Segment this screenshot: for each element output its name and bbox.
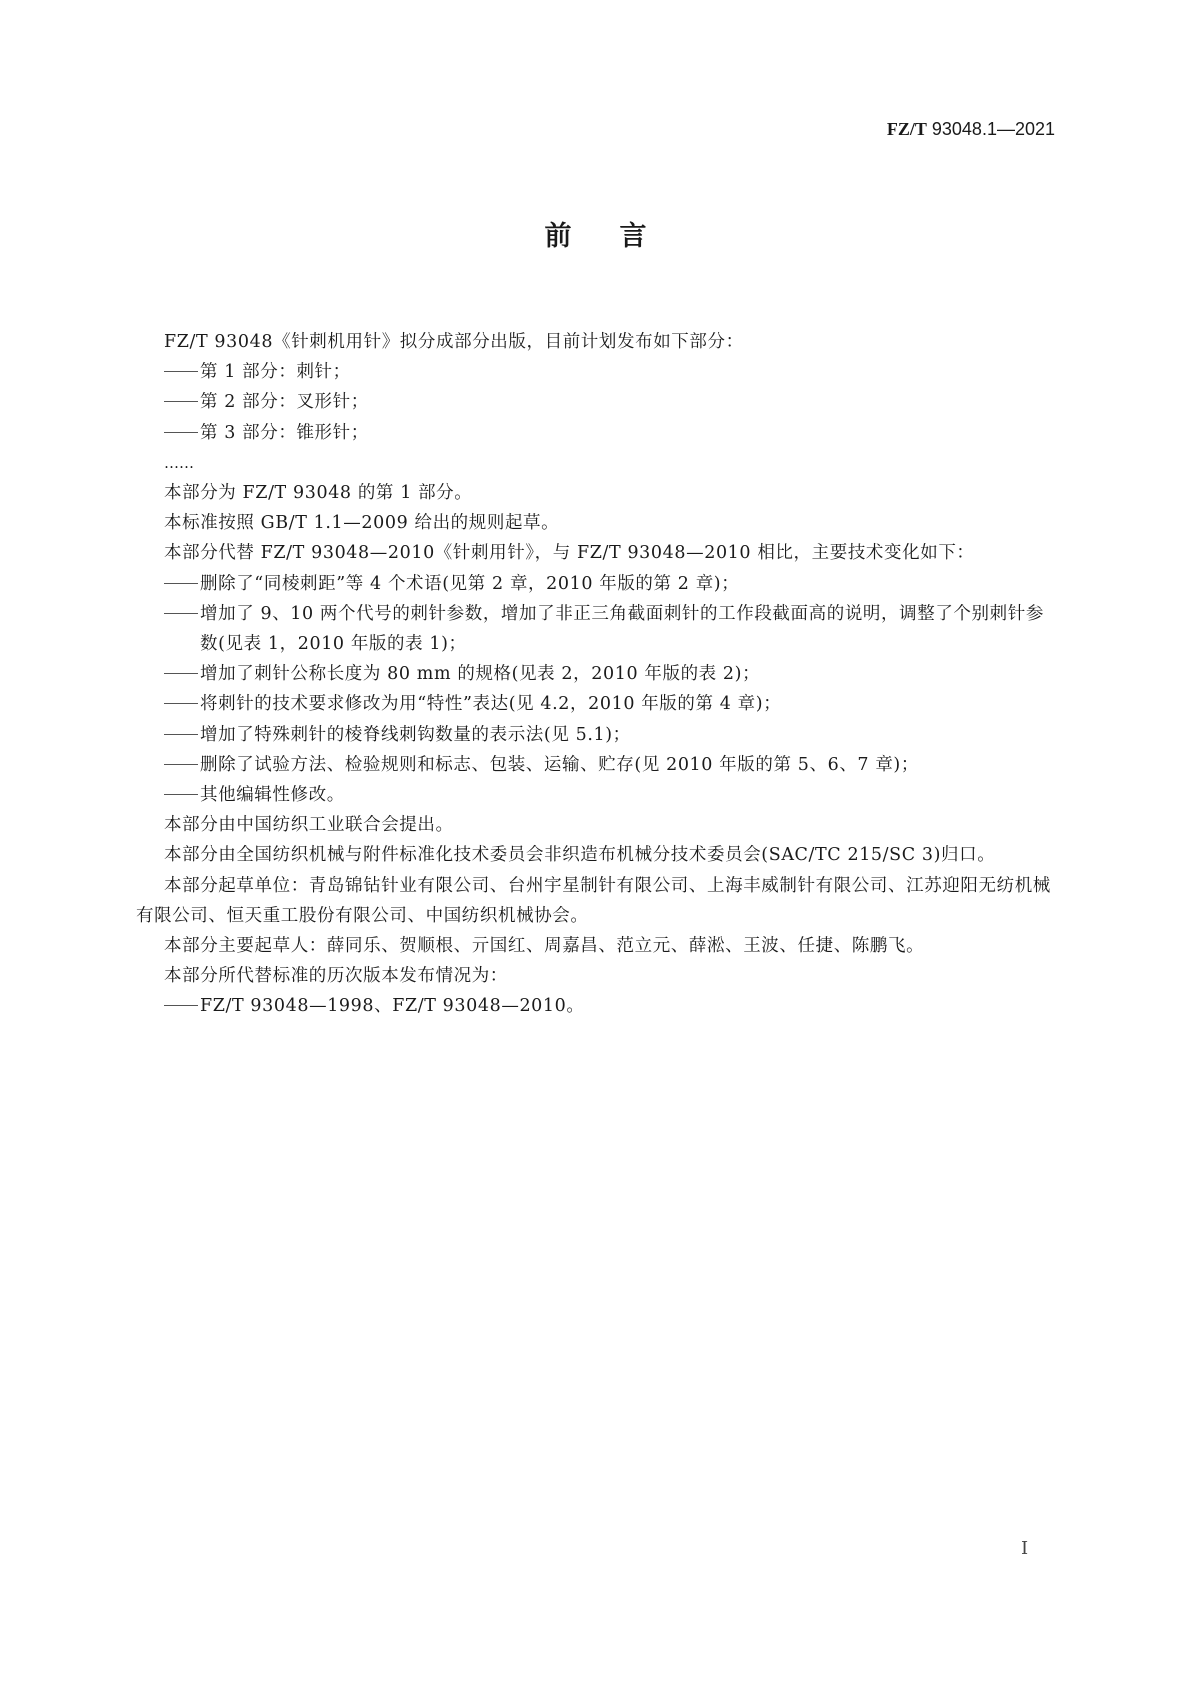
part-list-item: 第 2 部分：叉形针； — [136, 387, 1056, 417]
page-title: 前言 — [544, 221, 695, 252]
change-list-item: 删除了试验方法、检验规则和标志、包装、运输、贮存(见 2010 年版的第 5、6、7 章)； — [136, 750, 1056, 780]
intro-paragraph: FZ/T 93048《针刺机用针》拟分成部分出版，目前计划发布如下部分： — [164, 332, 744, 352]
em-dash-marker — [164, 720, 200, 750]
part-list-item: 第 1 部分：刺针； — [136, 357, 1056, 387]
em-dash-marker — [164, 357, 200, 387]
standard-code-prefix: FZ/T — [886, 119, 927, 139]
ellipsis: …… — [164, 453, 194, 472]
em-dash-marker — [164, 659, 200, 689]
change-list-item: 其他编辑性修改。 — [136, 780, 1056, 810]
centralized-by-paragraph: 本部分由全国纺织机械与附件标准化技术委员会非织造布机械分技术委员会(SAC/TC 215/SC 3)归口。 — [164, 845, 996, 866]
change-list-item: 增加了刺针公称长度为 80 mm 的规格(见表 2，2010 年版的表 2)； — [136, 659, 1056, 689]
this-part-paragraph: 本部分为 FZ/T 93048 的第 1 部分。 — [164, 483, 473, 504]
change-list-item: 将刺针的技术要求修改为用“特性”表达(见 4.2，2010 年版的第 4 章)； — [136, 689, 1056, 719]
page-number: I — [1021, 1538, 1029, 1559]
document-body — [136, 327, 1056, 1022]
em-dash-marker — [164, 387, 200, 417]
em-dash-marker — [164, 569, 200, 599]
change-list-item: 增加了 9、10 两个代号的刺针参数，增加了非正三角截面刺针的工作段截面高的说明，调整了个别刺针参数(见表 1，2010 年版的表 1)； — [136, 599, 1056, 659]
main-drafters-paragraph: 本部分主要起草人：薛同乐、贺顺根、亓国红、周嘉昌、范立元、薛淞、王波、任捷、陈鹏飞。 — [164, 936, 925, 957]
drafting-units-paragraph: 本部分起草单位：青岛锦钻针业有限公司、台州宇星制针有限公司、上海丰威制针有限公司、江苏迎阳无纺机械有限公司、恒天重工股份有限公司、中国纺织机械协会。 — [136, 875, 1051, 926]
em-dash-marker — [164, 418, 200, 448]
part-list-item: 第 3 部分：锥形针； — [136, 418, 1056, 448]
standard-code — [887, 117, 1055, 141]
em-dash-marker — [164, 991, 200, 1021]
history-list-item: FZ/T 93048—1998、FZ/T 93048—2010。 — [136, 991, 1056, 1021]
change-list-item: 删除了“同棱刺距”等 4 个术语(见第 2 章，2010 年版的第 2 章)； — [136, 569, 1056, 599]
replaces-paragraph: 本部分代替 FZ/T 93048—2010《针刺用针》，与 FZ/T 93048—2010 相比，主要技术变化如下： — [164, 543, 975, 564]
em-dash-marker — [164, 750, 200, 780]
em-dash-marker — [164, 599, 200, 629]
change-list-item: 增加了特殊刺针的棱脊线刺钩数量的表示法(见 5.1)； — [136, 720, 1056, 750]
em-dash-marker — [164, 780, 200, 810]
proposed-by-paragraph: 本部分由中国纺织工业联合会提出。 — [164, 815, 454, 836]
history-intro-paragraph: 本部分所代替标准的历次版本发布情况为： — [164, 966, 508, 987]
em-dash-marker — [164, 689, 200, 719]
drafting-rule-paragraph: 本标准按照 GB/T 1.1—2009 给出的规则起草。 — [164, 513, 560, 534]
standard-code-number: 93048.1—2021 — [926, 119, 1055, 139]
